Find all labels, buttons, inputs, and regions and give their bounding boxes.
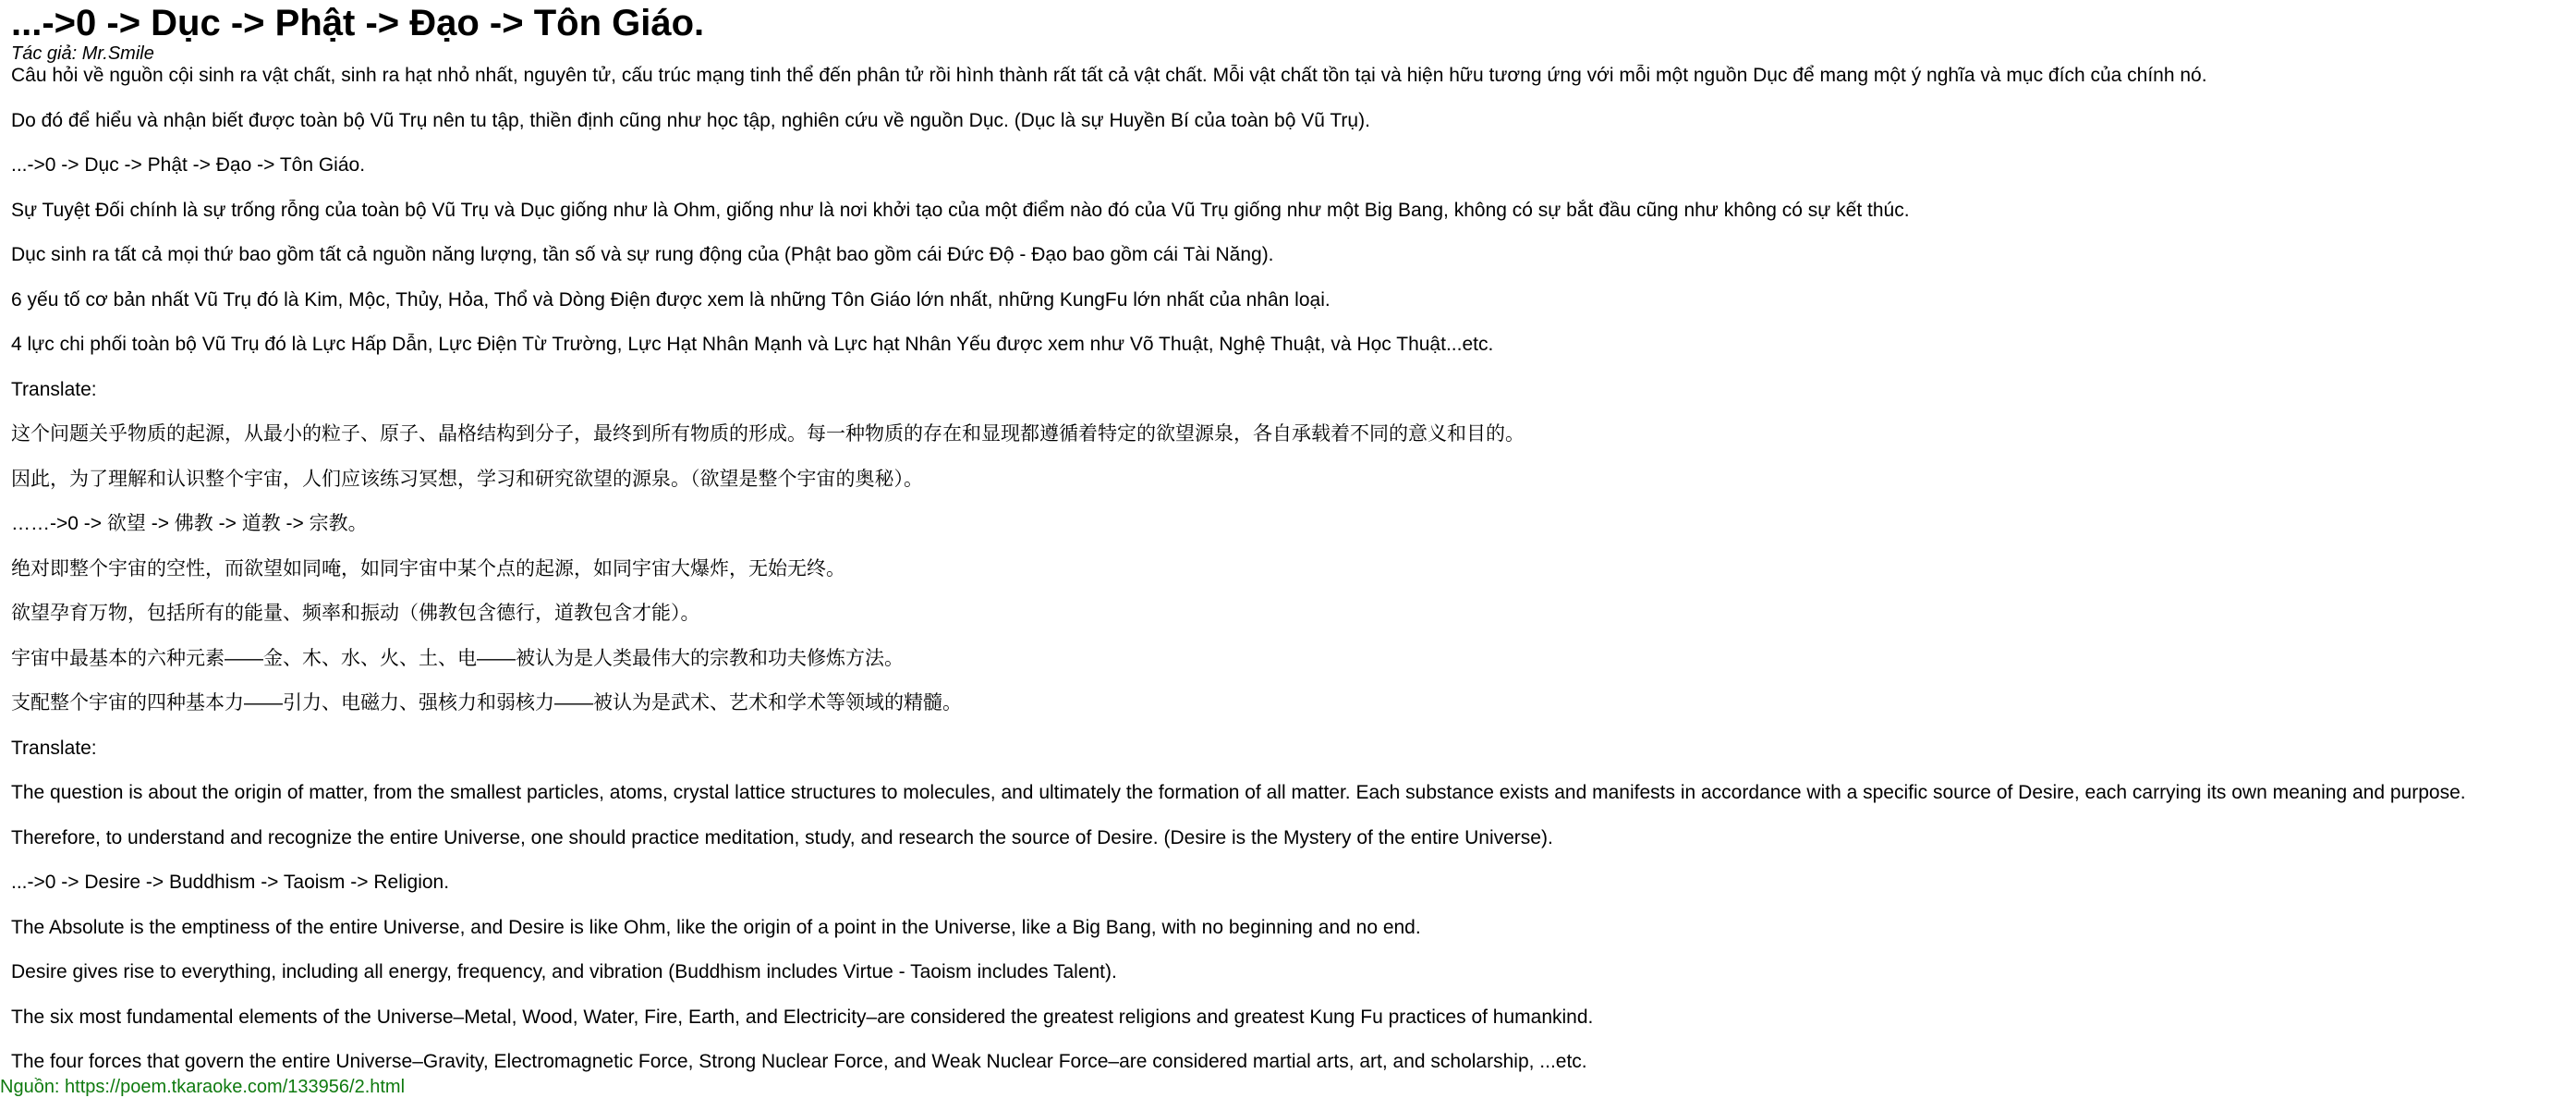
paragraph: The question is about the origin of matter, from the smallest particles, atoms, crystal lattice structures to molecules, and ultimately the formation of all matter. Each substance exists and manifests in accordance with a specific source of Desire, each carrying its own meaning and purpose.: [11, 782, 2466, 803]
paragraph: 这个问题关乎物质的起源，从最小的粒子、原子、晶格结构到分子，最终到所有物质的形成。每一种物质的存在和显现都遵循着特定的欲望源泉，各自承载着不同的意义和目的。: [11, 423, 1525, 445]
paragraph: Therefore, to understand and recognize the entire Universe, one should practice meditation, study, and research the source of Desire. (Desire is the Mystery of the entire Universe).: [11, 826, 1553, 848]
paragraph: 欲望孕育万物，包括所有的能量、频率和振动（佛教包含德行，道教包含才能）。: [11, 603, 700, 624]
paragraph: 绝对即整个宇宙的空性，而欲望如同唵，如同宇宙中某个点的起源，如同宇宙大爆炸，无始无终。: [11, 557, 845, 580]
author-line: Tác giả: Mr.Smile: [11, 43, 154, 64]
paragraph: ...->0 -> Dục -> Phật -> Đạo -> Tôn Giáo.: [11, 154, 366, 176]
translate-label: Translate:: [11, 378, 97, 400]
paragraph: 因此，为了理解和认识整个宇宙，人们应该练习冥想，学习和研究欲望的源泉。（欲望是整个宇宙的奥秘）。: [11, 468, 923, 490]
paragraph: The four forces that govern the entire Universe–Gravity, Electromagnetic Force, Strong Nuclear Force, and Weak Nuclear Force–are considered martial arts, art, and scholarship, ...etc.: [11, 1051, 1587, 1072]
paragraph: ……->0 -> 欲望 -> 佛教 -> 道教 -> 宗教。: [11, 513, 368, 534]
paragraph: Sự Tuyệt Đối chính là sự trống rỗng của toàn bộ Vũ Trụ và Dục giống như là Ohm, giống như là nơi khởi tạo của một điểm nào đó của Vũ Trụ giống như một Big Bang, không có sự bắt đầu cũng như không có sự kết thúc.: [11, 199, 1910, 221]
page-title: ...->0 -> Dục -> Phật -> Đạo -> Tôn Giáo.: [11, 3, 705, 43]
paragraph: ...->0 -> Desire -> Buddhism -> Taoism -> Religion.: [11, 872, 450, 893]
translate-label: Translate:: [11, 737, 97, 759]
paragraph: Dục sinh ra tất cả mọi thứ bao gồm tất cả nguồn năng lượng, tần số và sự rung động của (Phật bao gồm cái Đức Độ - Đạo bao gồm cái Tài Năng).: [11, 244, 1274, 265]
paragraph: The six most fundamental elements of the Universe–Metal, Wood, Water, Fire, Earth, and Electricity–are considered the greatest religions and greatest Kung Fu practices of humankind.: [11, 1006, 1594, 1028]
source-link[interactable]: Nguồn: https://poem.tkaraoke.com/133956/2.html: [0, 1077, 406, 1097]
paragraph: Desire gives rise to everything, including all energy, frequency, and vibration (Buddhism includes Virtue - Taoism includes Talent).: [11, 961, 1117, 982]
paragraph: The Absolute is the emptiness of the entire Universe, and Desire is like Ohm, like the origin of a point in the Universe, like a Big Bang, with no beginning and no end.: [11, 916, 1421, 938]
paragraph: 6 yếu tố cơ bản nhất Vũ Trụ đó là Kim, Mộc, Thủy, Hỏa, Thổ và Dòng Điện được xem là những Tôn Giáo lớn nhất, những KungFu lớn nhất của nhân loại.: [11, 288, 1331, 311]
paragraph: Câu hỏi về nguồn cội sinh ra vật chất, sinh ra hạt nhỏ nhất, nguyên tử, cấu trúc mạng tinh thể đến phân tử rồi hình thành rất tất cả vật chất. Mỗi vật chất tồn tại và hiện hữu tương ứng với mỗi một nguồn Dục để mang một ý nghĩa và mục đích của chính nó.: [11, 65, 2207, 86]
paragraph: 宇宙中最基本的六种元素——金、木、水、火、土、电——被认为是人类最伟大的宗教和功夫修炼方法。: [11, 647, 904, 669]
paragraph: Do đó để hiểu và nhận biết được toàn bộ Vũ Trụ nên tu tập, thiền định cũng như học tập, nghiên cứu về nguồn Dục. (Dục là sự Huyền Bí của toàn bộ Vũ Trụ).: [11, 109, 1370, 131]
poem-body: [11, 65, 2565, 1073]
paragraph: 支配整个宇宙的四种基本力——引力、电磁力、强核力和弱核力——被认为是武术、艺术和学术等领域的精髓。: [11, 692, 962, 714]
paragraph: 4 lực chi phối toàn bộ Vũ Trụ đó là Lực Hấp Dẫn, Lực Điện Từ Trường, Lực Hạt Nhân Mạnh và Lực hạt Nhân Yếu được xem như Võ Thuật, Nghệ Thuật, và Học Thuật...etc.: [11, 334, 1494, 355]
